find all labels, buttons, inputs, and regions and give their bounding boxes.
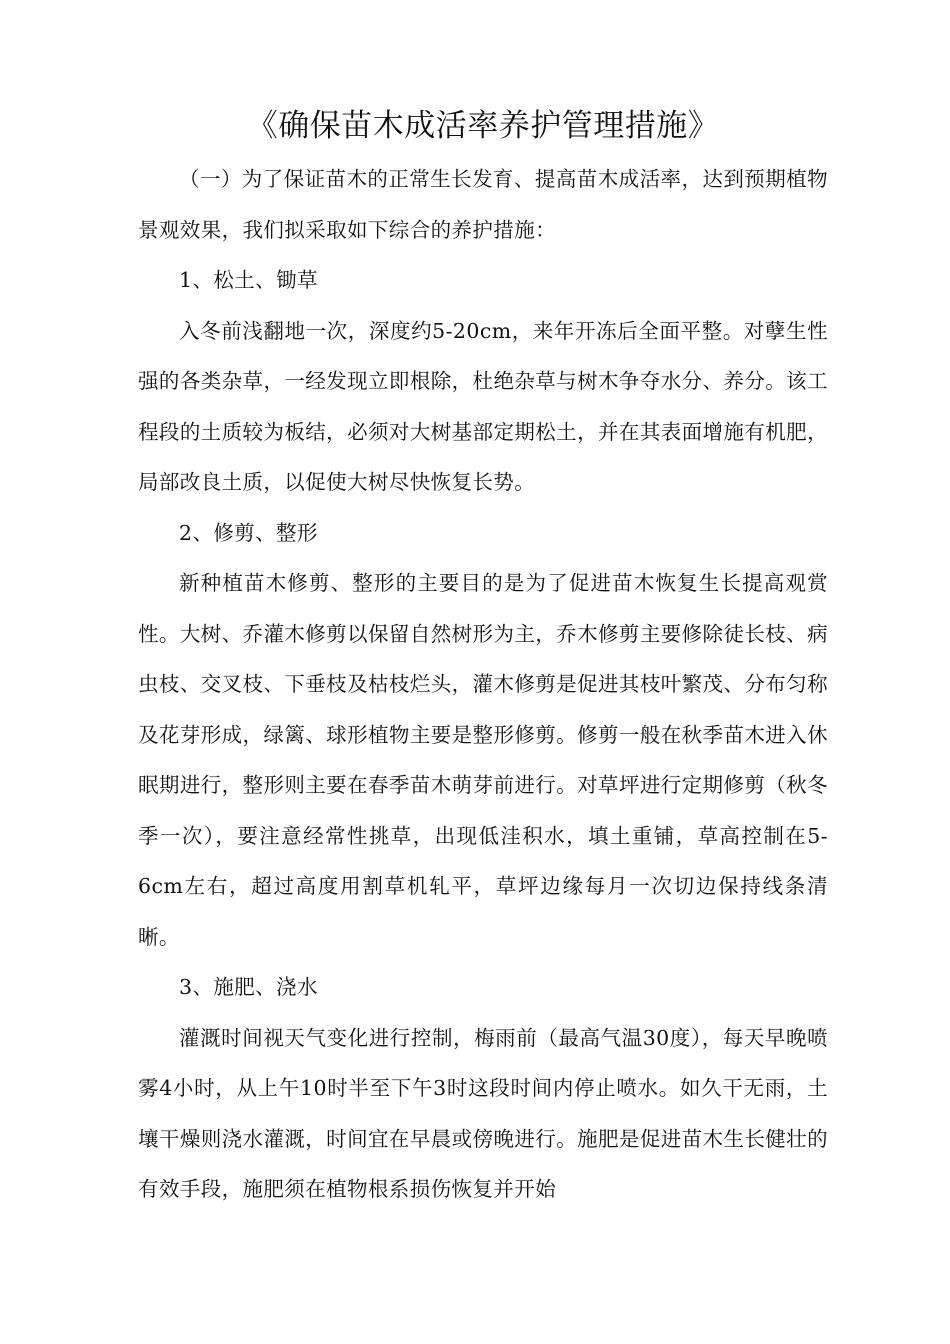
- section-body-pruning-shaping: 新种植苗木修剪、整形的主要目的是为了促进苗木恢复生长提高观赏性。大树、乔灌木修剪以保留自然树形为主，乔木修剪主要修除徒长枝、病虫枝、交叉枝、下垂枝及枯枝烂头，灌木修剪是促进其枝叶繁茂、分布匀称及花芽形成，绿篱、球形植物主要是整形修剪。修剪一般在秋季苗木进入休眠期进行，整形则主要在春季苗木萌芽前进行。对草坪进行定期修剪（秋冬季一次），要注意经常性挑草，出现低洼积水，填土重铺，草高控制在5-6cm左右，超过高度用割草机轧平，草坪边缘每月一次切边保持线条清晰。: [138, 571, 828, 949]
- section-body-fertilizing-watering: 灌溉时间视天气变化进行控制，梅雨前（最高气温30度），每天早晚喷雾4小时，从上午10时半至下午3时这段时间内停止喷水。如久干无雨，土壤干燥则浇水灌溉，时间宜在早晨或傍晚进行。施肥是促进苗木生长健壮的有效手段，施肥须在植物根系损伤恢复并开始: [138, 1025, 828, 1201]
- section-heading-fertilizing-watering: 3、施肥、浇水: [179, 975, 318, 999]
- document-title: 《确保苗木成活率养护管理措施》: [246, 108, 720, 144]
- section-heading-pruning-shaping: 2、修剪、整形: [179, 520, 318, 545]
- document-page: [138, 98, 828, 1215]
- section-heading-loosening-weeding: 1、松土、锄草: [179, 268, 318, 292]
- intro-paragraph: （一）为了保证苗木的正常生长发育、提高苗木成活率，达到预期植物景观效果，我们拟采取如下综合的养护措施：: [138, 167, 828, 242]
- section-body-loosening-weeding: 入冬前浅翻地一次，深度约5-20cm，来年开冻后全面平整。对孽生性强的各类杂草，一经发现立即根除，杜绝杂草与树木争夺水分、养分。该工程段的土质较为板结，必须对大树基部定期松土，并在其表面增施有机肥，局部改良土质，以促使大树尽快恢复长势。: [138, 318, 828, 494]
